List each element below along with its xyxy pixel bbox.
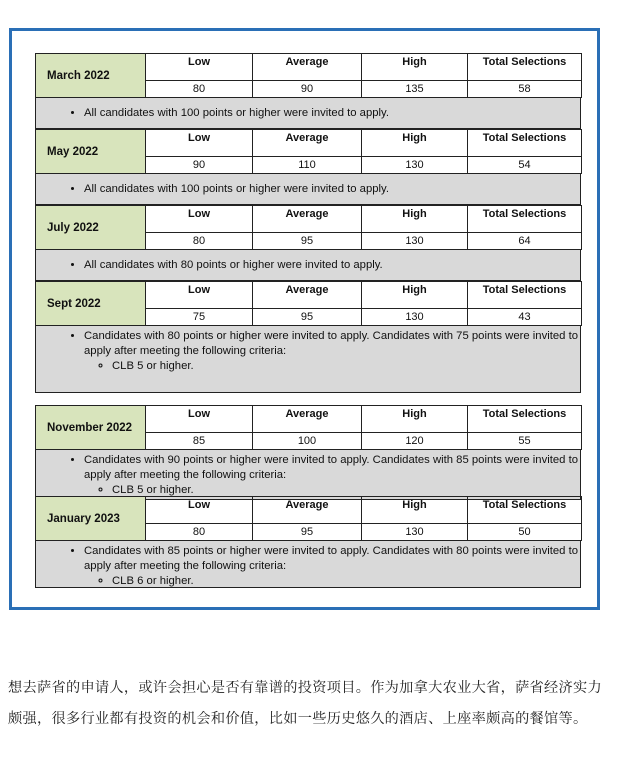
col-high-header: High xyxy=(362,406,468,433)
round-table xyxy=(35,129,582,174)
col-high-header: High xyxy=(362,54,468,81)
high-value: 120 xyxy=(362,433,468,450)
note-item: • All candidates with 80 points or higher were invited to apply. xyxy=(84,258,580,273)
round-note xyxy=(35,326,581,393)
round-note xyxy=(35,450,581,500)
col-high-header: High xyxy=(362,130,468,157)
round-table xyxy=(35,496,582,541)
col-high-header: High xyxy=(362,206,468,233)
round-table xyxy=(35,205,582,250)
col-average-header: Average xyxy=(253,54,362,81)
low-value: 90 xyxy=(146,157,253,174)
average-value: 95 xyxy=(253,233,362,250)
round-block xyxy=(35,281,581,393)
round-note xyxy=(35,98,581,129)
low-value: 80 xyxy=(146,233,253,250)
criteria-item: ◦ CLB 6 or higher. xyxy=(112,574,580,589)
low-value: 80 xyxy=(146,81,253,98)
round-month: March 2022 xyxy=(36,54,146,98)
round-month: Sept 2022 xyxy=(36,282,146,326)
round-table xyxy=(35,53,582,98)
high-value: 130 xyxy=(362,524,468,541)
note-item: • All candidates with 100 points or higher were invited to apply. xyxy=(84,182,580,197)
col-total-header: Total Selections xyxy=(468,130,582,157)
total-value: 55 xyxy=(468,433,582,450)
col-high-header: High xyxy=(362,282,468,309)
average-value: 95 xyxy=(253,524,362,541)
low-value: 75 xyxy=(146,309,253,326)
round-block xyxy=(35,205,581,281)
col-average-header: Average xyxy=(253,406,362,433)
round-table xyxy=(35,281,582,326)
round-note xyxy=(35,250,581,281)
round-month: January 2023 xyxy=(36,497,146,541)
average-value: 90 xyxy=(253,81,362,98)
col-high-header: High xyxy=(362,497,468,524)
round-block xyxy=(35,405,581,500)
high-value: 135 xyxy=(362,81,468,98)
note-item: • All candidates with 100 points or higher were invited to apply. xyxy=(84,106,580,121)
col-total-header: Total Selections xyxy=(468,497,582,524)
average-value: 100 xyxy=(253,433,362,450)
note-item: • Candidates with 80 points or higher were invited to apply. Candidates with 75 points were invited to apply after meeting the following criteria: xyxy=(84,329,580,359)
col-low-header: Low xyxy=(146,406,253,433)
high-value: 130 xyxy=(362,309,468,326)
round-month: July 2022 xyxy=(36,206,146,250)
average-value: 110 xyxy=(253,157,362,174)
round-table xyxy=(35,405,582,450)
round-note xyxy=(35,174,581,205)
criteria-item: ◦ CLB 5 or higher. xyxy=(112,359,580,374)
col-total-header: Total Selections xyxy=(468,54,582,81)
round-block xyxy=(35,53,581,129)
col-average-header: Average xyxy=(253,282,362,309)
total-value: 58 xyxy=(468,81,582,98)
col-average-header: Average xyxy=(253,497,362,524)
col-average-header: Average xyxy=(253,206,362,233)
criteria-item: ◦ CLB 5 or higher. xyxy=(112,483,580,498)
col-low-header: Low xyxy=(146,282,253,309)
total-value: 64 xyxy=(468,233,582,250)
total-value: 50 xyxy=(468,524,582,541)
total-value: 54 xyxy=(468,157,582,174)
high-value: 130 xyxy=(362,157,468,174)
low-value: 85 xyxy=(146,433,253,450)
round-note xyxy=(35,541,581,588)
note-item: • Candidates with 90 points or higher were invited to apply. Candidates with 85 points were invited to apply after meeting the following criteria: xyxy=(84,453,580,483)
col-total-header: Total Selections xyxy=(468,406,582,433)
round-month: May 2022 xyxy=(36,130,146,174)
high-value: 130 xyxy=(362,233,468,250)
col-average-header: Average xyxy=(253,130,362,157)
round-month: November 2022 xyxy=(36,406,146,450)
draw-results-frame xyxy=(9,28,600,610)
col-low-header: Low xyxy=(146,497,253,524)
round-block xyxy=(35,496,581,588)
col-low-header: Low xyxy=(146,54,253,81)
total-value: 43 xyxy=(468,309,582,326)
col-low-header: Low xyxy=(146,130,253,157)
article-paragraph: 想去萨省的申请人，或许会担心是否有靠谱的投资项目。作为加拿大农业大省，萨省经济实力颇强，很多行业都有投资的机会和价值，比如一些历史悠久的酒店、上座率颇高的餐馆等。 xyxy=(8,680,602,728)
round-block xyxy=(35,129,581,205)
low-value: 80 xyxy=(146,524,253,541)
col-total-header: Total Selections xyxy=(468,282,582,309)
average-value: 95 xyxy=(253,309,362,326)
col-total-header: Total Selections xyxy=(468,206,582,233)
col-low-header: Low xyxy=(146,206,253,233)
note-item: • Candidates with 85 points or higher were invited to apply. Candidates with 80 points were invited to apply after meeting the following criteria: xyxy=(84,544,580,574)
